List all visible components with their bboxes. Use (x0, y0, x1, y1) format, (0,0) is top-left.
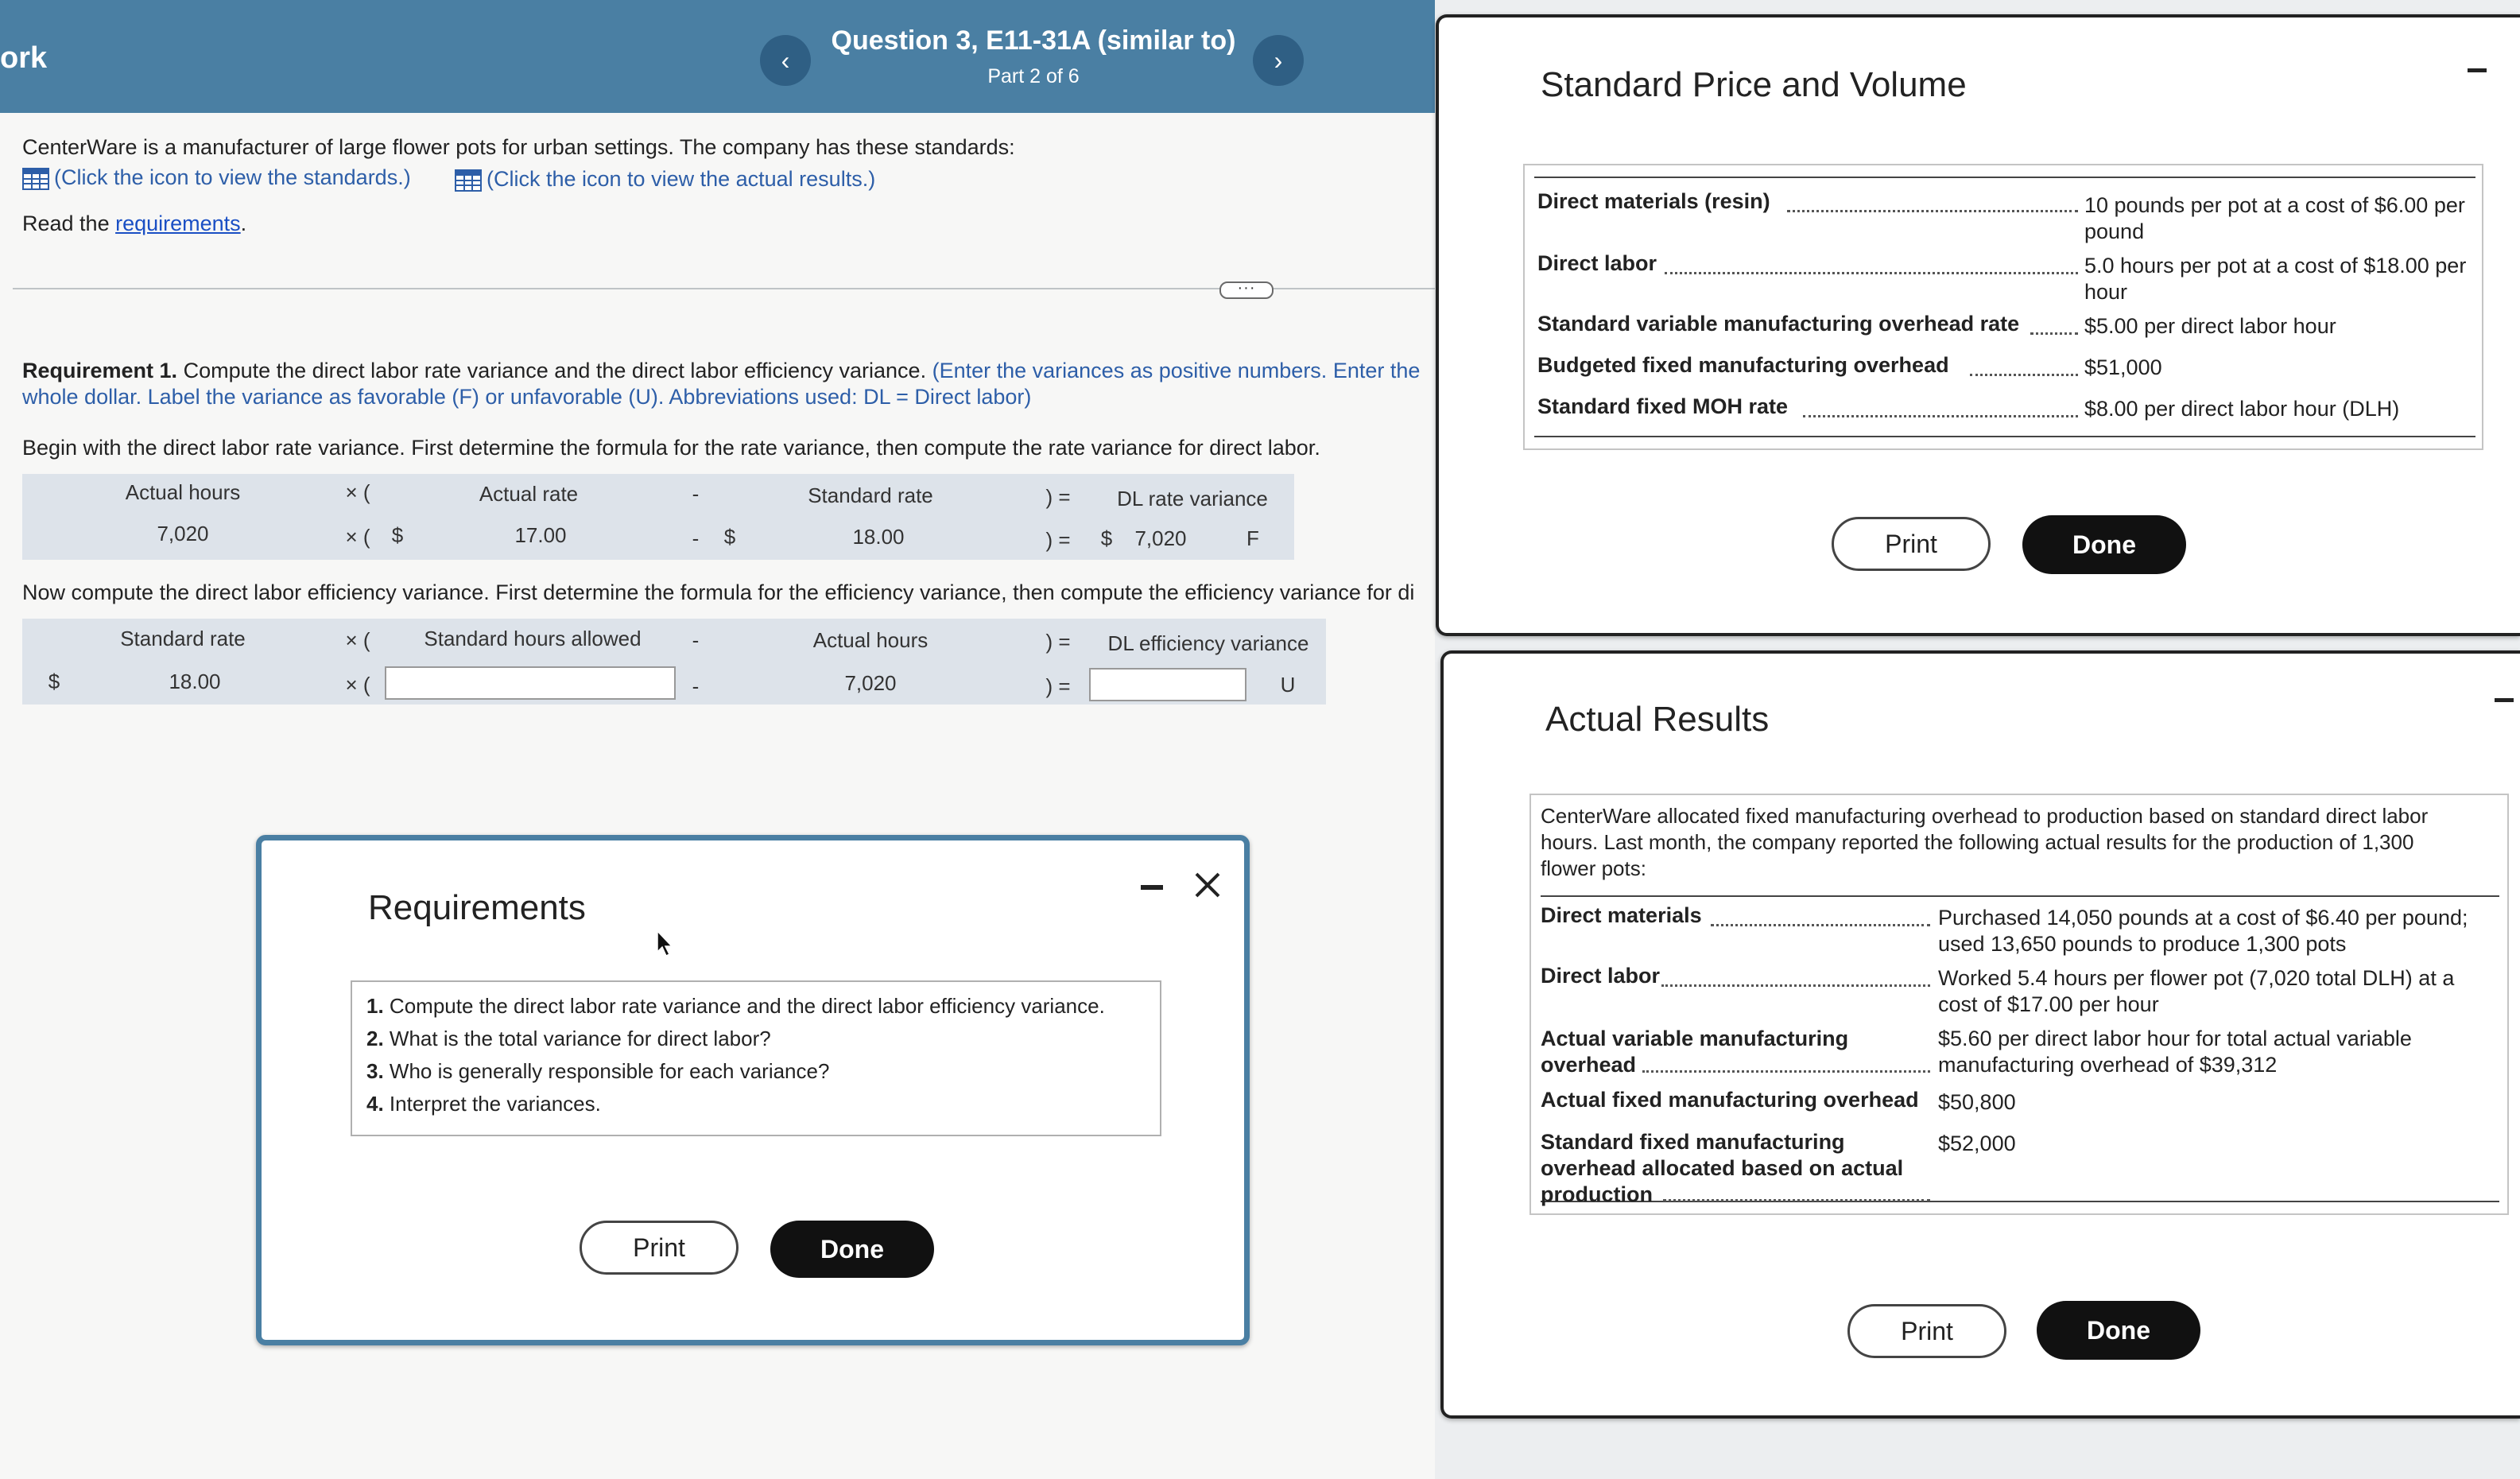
leader-dots (1663, 1199, 1930, 1201)
rate-equals: ) = (1045, 528, 1071, 552)
standards-done-button[interactable]: Done (2022, 515, 2186, 574)
actual-row-label: Actual variable manufacturing overhead (1541, 1027, 1849, 1077)
standards-row-label: Standard variable manufacturing overhead rate (1537, 312, 2020, 336)
rate-header-standard-rate: Standard rate (808, 483, 933, 507)
rate-actual-hours-value: 7,020 (157, 522, 209, 545)
actual-done-button[interactable]: Done (2037, 1301, 2200, 1360)
standard-hours-allowed-input[interactable] (385, 666, 676, 700)
minimize-icon[interactable] (2468, 68, 2487, 72)
chevron-left-icon: ‹ (781, 45, 790, 75)
standards-row-label: Direct labor (1537, 251, 1657, 275)
rate-actual-rate-value: 17.00 (514, 523, 567, 547)
actual-row-value: Purchased 14,050 pounds at a cost of $6.40 per pound; used 13,650 pounds to produce 1,300 pots (1938, 906, 2468, 956)
next-question-button[interactable] (1253, 35, 1304, 86)
view-standards-link[interactable]: (Click the icon to view the standards.) (22, 165, 411, 190)
leader-dots (1787, 210, 2078, 212)
rate-open-paren: × ( (345, 525, 370, 549)
eff-actual-hours-value: 7,020 (844, 671, 897, 695)
eff-dollar-1: $ (48, 670, 60, 693)
requirement-item: 3. Who is generally responsible for each variance? (366, 1059, 830, 1083)
table-bottom-rule (1534, 436, 2475, 437)
actual-row-value: $50,800 (1938, 1090, 2016, 1114)
eff-variance-label: U (1280, 673, 1296, 697)
actual-row-label: Direct labor (1541, 964, 1661, 988)
standards-print-button[interactable]: Print (1832, 517, 1991, 571)
rate-variance-label: F (1246, 526, 1259, 550)
eff-open-paren: × ( (345, 673, 370, 697)
rate-dollar-1: $ (391, 523, 404, 547)
standards-row-value: $51,000 (2084, 355, 2162, 379)
expand-more-button[interactable]: ··· (1219, 281, 1274, 299)
requirements-dialog (256, 835, 1250, 1345)
eff-standard-rate-value: 18.00 (169, 670, 221, 693)
eff-header-standard-rate: Standard rate (120, 627, 246, 650)
leader-dots (2030, 332, 2078, 335)
standards-row-label: Budgeted fixed manufacturing overhead (1537, 353, 1949, 377)
eff-header-open-paren: × ( (345, 628, 370, 652)
actual-row-value: $5.60 per direct labor hour for total actual variable manufacturing overhead of $39,312 (1938, 1027, 2412, 1077)
rate-header-dl-rate-variance: DL rate variance (1117, 487, 1268, 510)
chevron-right-icon: › (1274, 45, 1283, 75)
question-header (0, 0, 1435, 113)
requirement-item: 2. What is the total variance for direct labor? (366, 1027, 771, 1050)
rate-header-minus: - (692, 482, 700, 506)
requirement-item: 4. Interpret the variances. (366, 1092, 601, 1116)
requirements-print-button[interactable]: Print (580, 1221, 739, 1275)
leader-dots (1711, 924, 1930, 926)
eff-header-equals: ) = (1045, 630, 1071, 654)
rate-dollar-3: $ (1100, 526, 1113, 550)
rate-variance-instruction: Begin with the direct labor rate variance. First determine the formula for the rate variance, then compute the rate variance for direct labor. (22, 436, 1320, 460)
minimize-icon[interactable] (2495, 698, 2514, 702)
close-icon[interactable] (1192, 869, 1223, 901)
standards-table (1523, 164, 2483, 450)
minimize-icon[interactable] (1141, 885, 1163, 890)
view-actual-results-link[interactable]: (Click the icon to view the actual results.) (455, 167, 875, 192)
standards-row-value: $5.00 per direct labor hour (2084, 314, 2336, 338)
rate-header-actual-rate: Actual rate (479, 482, 579, 506)
standards-row-label: Standard fixed MOH rate (1537, 394, 1789, 418)
requirements-list (351, 980, 1161, 1136)
leader-dots (1803, 415, 2078, 417)
requirement-item: 1. Compute the direct labor rate variance and the direct labor efficiency variance. (366, 994, 1105, 1018)
table-grid-icon (455, 169, 482, 192)
leader-dots (1642, 1070, 1930, 1073)
rate-minus: - (692, 526, 700, 550)
standard-price-volume-dialog (1436, 14, 2520, 636)
rate-dollar-2: $ (723, 525, 736, 549)
leader-dots (1665, 272, 2078, 274)
requirements-dialog-title: Requirements (368, 888, 586, 927)
rate-header-open-paren: × ( (345, 480, 370, 504)
mouse-cursor-icon (656, 930, 675, 958)
eff-equals: ) = (1045, 674, 1071, 698)
actual-results-table (1529, 794, 2509, 1215)
actual-row-label: Direct materials (1541, 903, 1702, 927)
eff-header-actual-hours: Actual hours (812, 628, 929, 652)
dl-efficiency-variance-input[interactable] (1089, 668, 1246, 701)
leader-dots (1970, 374, 2078, 376)
intro-text: CenterWare is a manufacturer of large flower pots for urban settings. The company has these standards: (22, 135, 1015, 159)
actual-row-label: Standard fixed manufacturing overhead allocated based on actual production (1541, 1130, 1904, 1206)
leader-dots (1661, 984, 1930, 987)
requirement-1-text: Requirement 1. Compute the direct labor rate variance and the direct labor efficiency variance. (Enter the variances as positive numbers. Enter the whole dollar. Label the variance as favorable (F) or unfavorable (U). Abbreviations used: DL = Direct labor) (22, 359, 1421, 409)
eff-header-minus: - (692, 628, 700, 652)
standards-row-value: 5.0 hours per pot at a cost of $18.00 per hour (2084, 254, 2467, 304)
requirements-link[interactable]: requirements (115, 212, 241, 235)
requirements-done-button[interactable]: Done (770, 1221, 934, 1278)
actual-row-value: Worked 5.4 hours per flower pot (7,020 total DLH) at a cost of $17.00 per hour (1938, 966, 2455, 1016)
actual-results-dialog (1440, 650, 2520, 1419)
standards-row-value: $8.00 per direct labor hour (DLH) (2084, 397, 2400, 421)
actual-print-button[interactable]: Print (1847, 1304, 2006, 1358)
header-left-text: ork (0, 41, 48, 75)
table-top-rule (1541, 895, 2499, 897)
eff-minus: - (692, 674, 700, 698)
rate-variance-value: 7,020 (1134, 526, 1187, 550)
rate-header-equals: ) = (1045, 485, 1071, 509)
standards-dialog-title: Standard Price and Volume (1541, 65, 1967, 104)
actual-results-intro: CenterWare allocated fixed manufacturing overhead to production based on standard direct labor hours. Last month, the company reported the following actual results for the production of 1,300 flower pots: (1541, 804, 2429, 880)
table-grid-icon (22, 168, 49, 190)
efficiency-variance-instruction: Now compute the direct labor efficiency variance. First determine the formula for the efficiency variance, then compute the efficiency variance for di (22, 580, 1415, 604)
actual-dialog-title: Actual Results (1545, 700, 1770, 739)
read-requirements: Read the requirements. (22, 212, 247, 235)
eff-header-dl-efficiency-variance: DL efficiency variance (1107, 631, 1309, 655)
standards-row-label: Direct materials (resin) (1537, 189, 1770, 213)
actual-row-value: $52,000 (1938, 1132, 2016, 1155)
rate-standard-rate-value: 18.00 (852, 525, 905, 549)
table-top-rule (1534, 177, 2475, 178)
rate-header-actual-hours: Actual hours (125, 480, 241, 504)
question-part: Part 2 of 6 (987, 65, 1080, 87)
actual-row-label: Actual fixed manufacturing overhead (1541, 1088, 1919, 1112)
question-title: Question 3, E11-31A (similar to) (831, 25, 1236, 56)
standards-row-value: 10 pounds per pot at a cost of $6.00 per pound (2084, 193, 2465, 243)
eff-header-standard-hours-allowed: Standard hours allowed (424, 627, 642, 650)
